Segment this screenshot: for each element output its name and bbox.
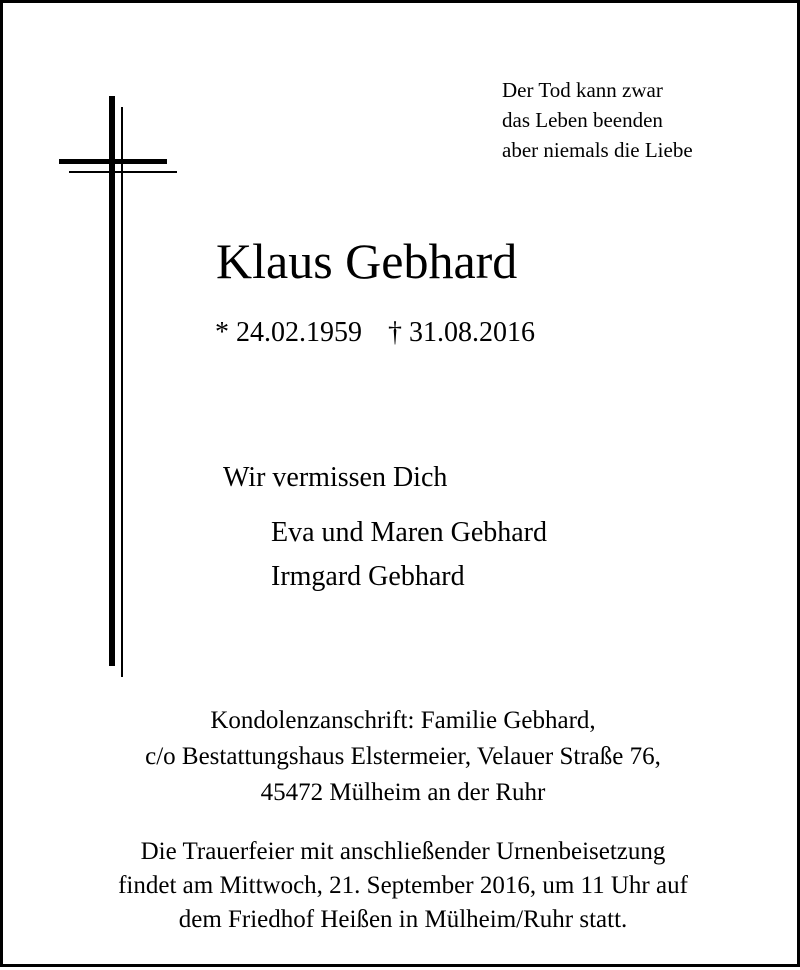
funeral-service-notice [3,835,800,937]
cross-horizontal-bar [59,159,167,164]
quote-line: aber niemals die Liebe [502,138,693,162]
cross-horizontal-line [69,171,177,173]
mourner-name: Irmgard Gebhard [271,561,465,592]
quote-line: Der Tod kann zwar [502,78,663,102]
life-dates [215,315,535,351]
mourning-message: Wir vermissen Dich [223,462,448,493]
cross-vertical-bar [109,96,115,666]
service-line: dem Friedhof Heißen in Mülheim/Ruhr statt. [178,906,628,933]
mourner-name: Eva und Maren Gebhard [271,517,548,548]
deceased-name: Klaus Gebhard [216,233,518,289]
memorial-quote [502,75,792,165]
cross-vertical-line [121,107,123,677]
birth-date: * 24.02.1959 [215,317,362,348]
service-line: findet am Mittwoch, 21. September 2016, um 11 Uhr auf [118,872,688,899]
condolence-line: Kondolenzanschrift: Familie Gebhard, [210,707,596,734]
condolence-line: 45472 Mülheim an der Ruhr [260,779,546,806]
quote-line: das Leben beenden [502,108,663,132]
service-line: Die Trauerfeier mit anschließender Urnenbeisetzung [140,838,666,865]
death-date: † 31.08.2016 [388,317,535,348]
condolence-address [3,703,800,811]
condolence-line: c/o Bestattungshaus Elstermeier, Velauer Straße 76, [145,743,661,770]
mourner-names [271,511,547,599]
